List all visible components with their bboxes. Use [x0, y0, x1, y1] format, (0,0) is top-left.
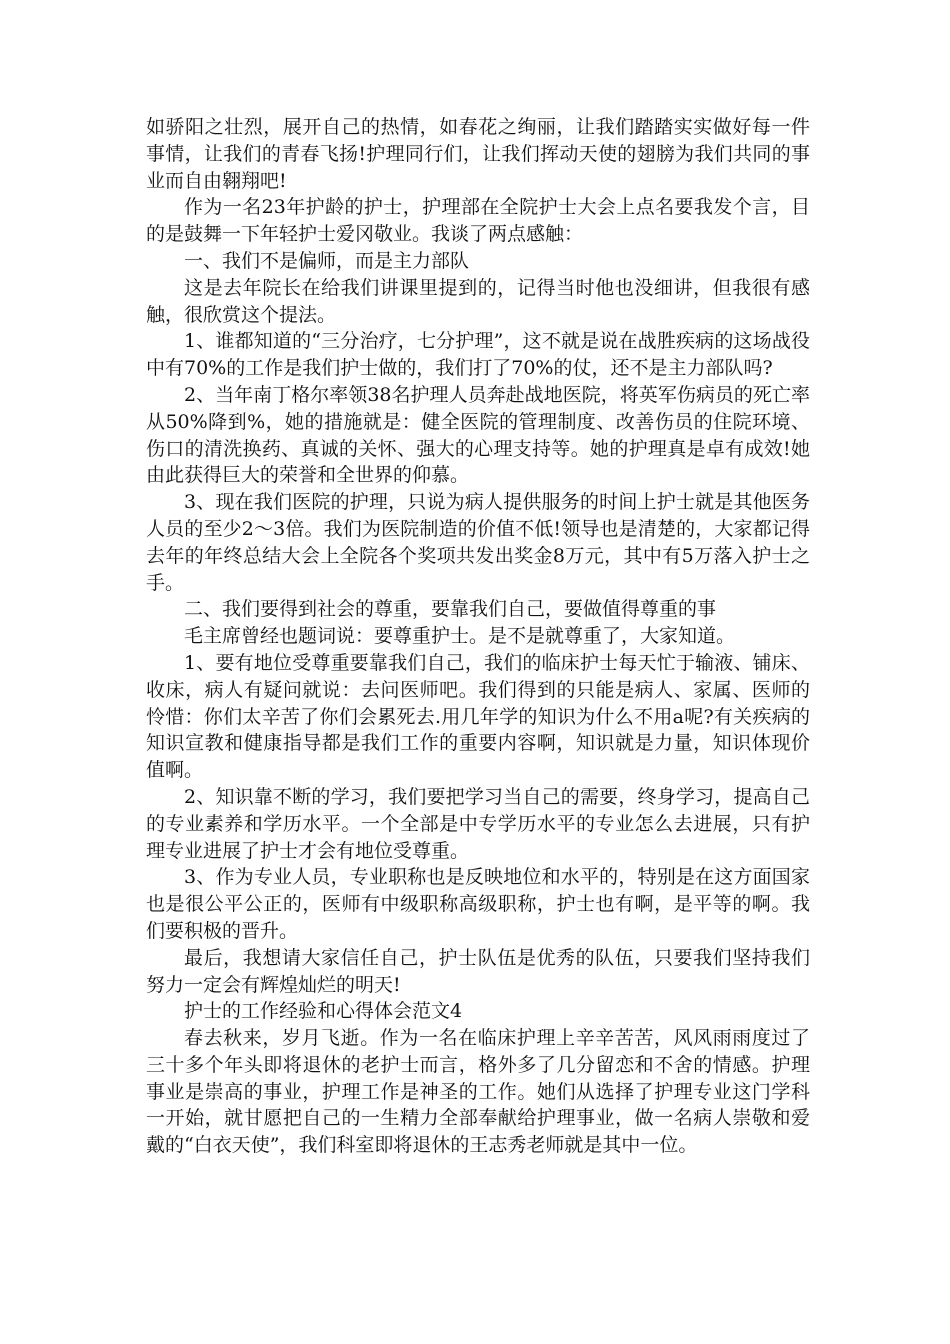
paragraph-point-2-1: 1、要有地位受尊重要靠我们自己，我们的临床护士每天忙于输液、铺床、收床，病人有疑问就说：去问医师吧。我们得到的只能是病人、家属、医师的怜惜：你们太辛苦了你们会累死去.用几年学的知识为什么不用a呢?有关疾病的知识宣教和健康指导都是我们工作的重要内容啊，知识就是力量，知识体现价值啊。 — [146, 651, 810, 782]
paragraph-intro-continuation: 如骄阳之壮烈，展开自己的热情，如春花之绚丽，让我们踏踏实实做好每一件事情，让我们的青春飞扬!护理同行们，让我们挥动天使的翅膀为我们共同的事业而自由翱翔吧! — [146, 116, 810, 192]
document-page — [146, 114, 810, 1159]
paragraph-point-2-3: 3、作为专业人员，专业职称也是反映地位和水平的，特别是在这方面国家也是很公平公正的，医师有中级职称高级职称，护士也有啊，是平等的啊。我们要积极的晋升。 — [146, 866, 810, 942]
paragraph-closing: 最后，我想请大家信任自己，护士队伍是优秀的队伍，只要我们坚持我们努力一定会有辉煌灿烂的明天! — [146, 946, 810, 996]
paragraph-point-1-1: 1、谁都知道的“三分治疗，七分护理”，这不就是说在战胜疾病的这场战役中有70%的工作是我们护士做的，我们打了70%的仗，还不是主力部队吗? — [146, 330, 810, 380]
section-heading-2: 二、我们要得到社会的尊重，要靠我们自己，要做值得尊重的事 — [184, 598, 717, 621]
section-heading-1: 一、我们不是偏师，而是主力部队 — [184, 249, 470, 272]
paragraph-speech-opening: 作为一名23年护龄的护士，护理部在全院护士大会上点名要我发个言，目的是鼓舞一下年轻护士爱冈敬业。我谈了两点感触： — [146, 196, 810, 246]
paragraph-article-4-body: 春去秋来，岁月飞逝。作为一名在临床护理上辛辛苦苦，风风雨雨度过了三十多个年头即将退休的老护士而言，格外多了几分留恋和不舍的情感。护理事业是崇高的事业，护理工作是神圣的工作。她们从选择了护理专业这门学科一开始，就甘愿把自己的一生精力全部奉献给护理事业，做一名病人崇敬和爱戴的“白衣天使”，我们科室即将退休的王志秀老师就是其中一位。 — [146, 1027, 810, 1157]
paragraph-point-1-2: 2、当年南丁格尔率领38名护理人员奔赴战地医院，将英军伤病员的死亡率从50%降到%，她的措施就是：健全医院的管理制度、改善伤员的住院环境、伤口的清洗换药、真诚的关怀、强大的心理支持等。她的护理真是卓有成效!她由此获得巨大的荣誉和全世界的仰慕。 — [146, 383, 810, 487]
paragraph-point-2-2: 2、知识靠不断的学习，我们要把学习当自己的需要，终身学习，提高自己的专业素养和学历水平。一个全部是中专学历水平的专业怎么去进展，只有护理专业进展了护士才会有地位受尊重。 — [146, 785, 810, 862]
article-title-4: 护士的工作经验和心得体会范文4 — [184, 1000, 463, 1023]
paragraph-section-1-intro: 这是去年院长在给我们讲课里提到的，记得当时他也没细讲，但我很有感触，很欣赏这个提法。 — [146, 276, 810, 326]
paragraph-section-2-intro: 毛主席曾经也题词说：要尊重护士。是不是就尊重了，大家知道。 — [184, 625, 736, 648]
paragraph-point-1-3: 3、现在我们医院的护理，只说为病人提供服务的时间上护士就是其他医务人员的至少2～3倍。我们为医院制造的价值不低!领导也是清楚的，大家都记得去年的年终总结大会上全院各个奖项共发出奖金8万元，其中有5万落入护士之手。 — [146, 491, 810, 594]
